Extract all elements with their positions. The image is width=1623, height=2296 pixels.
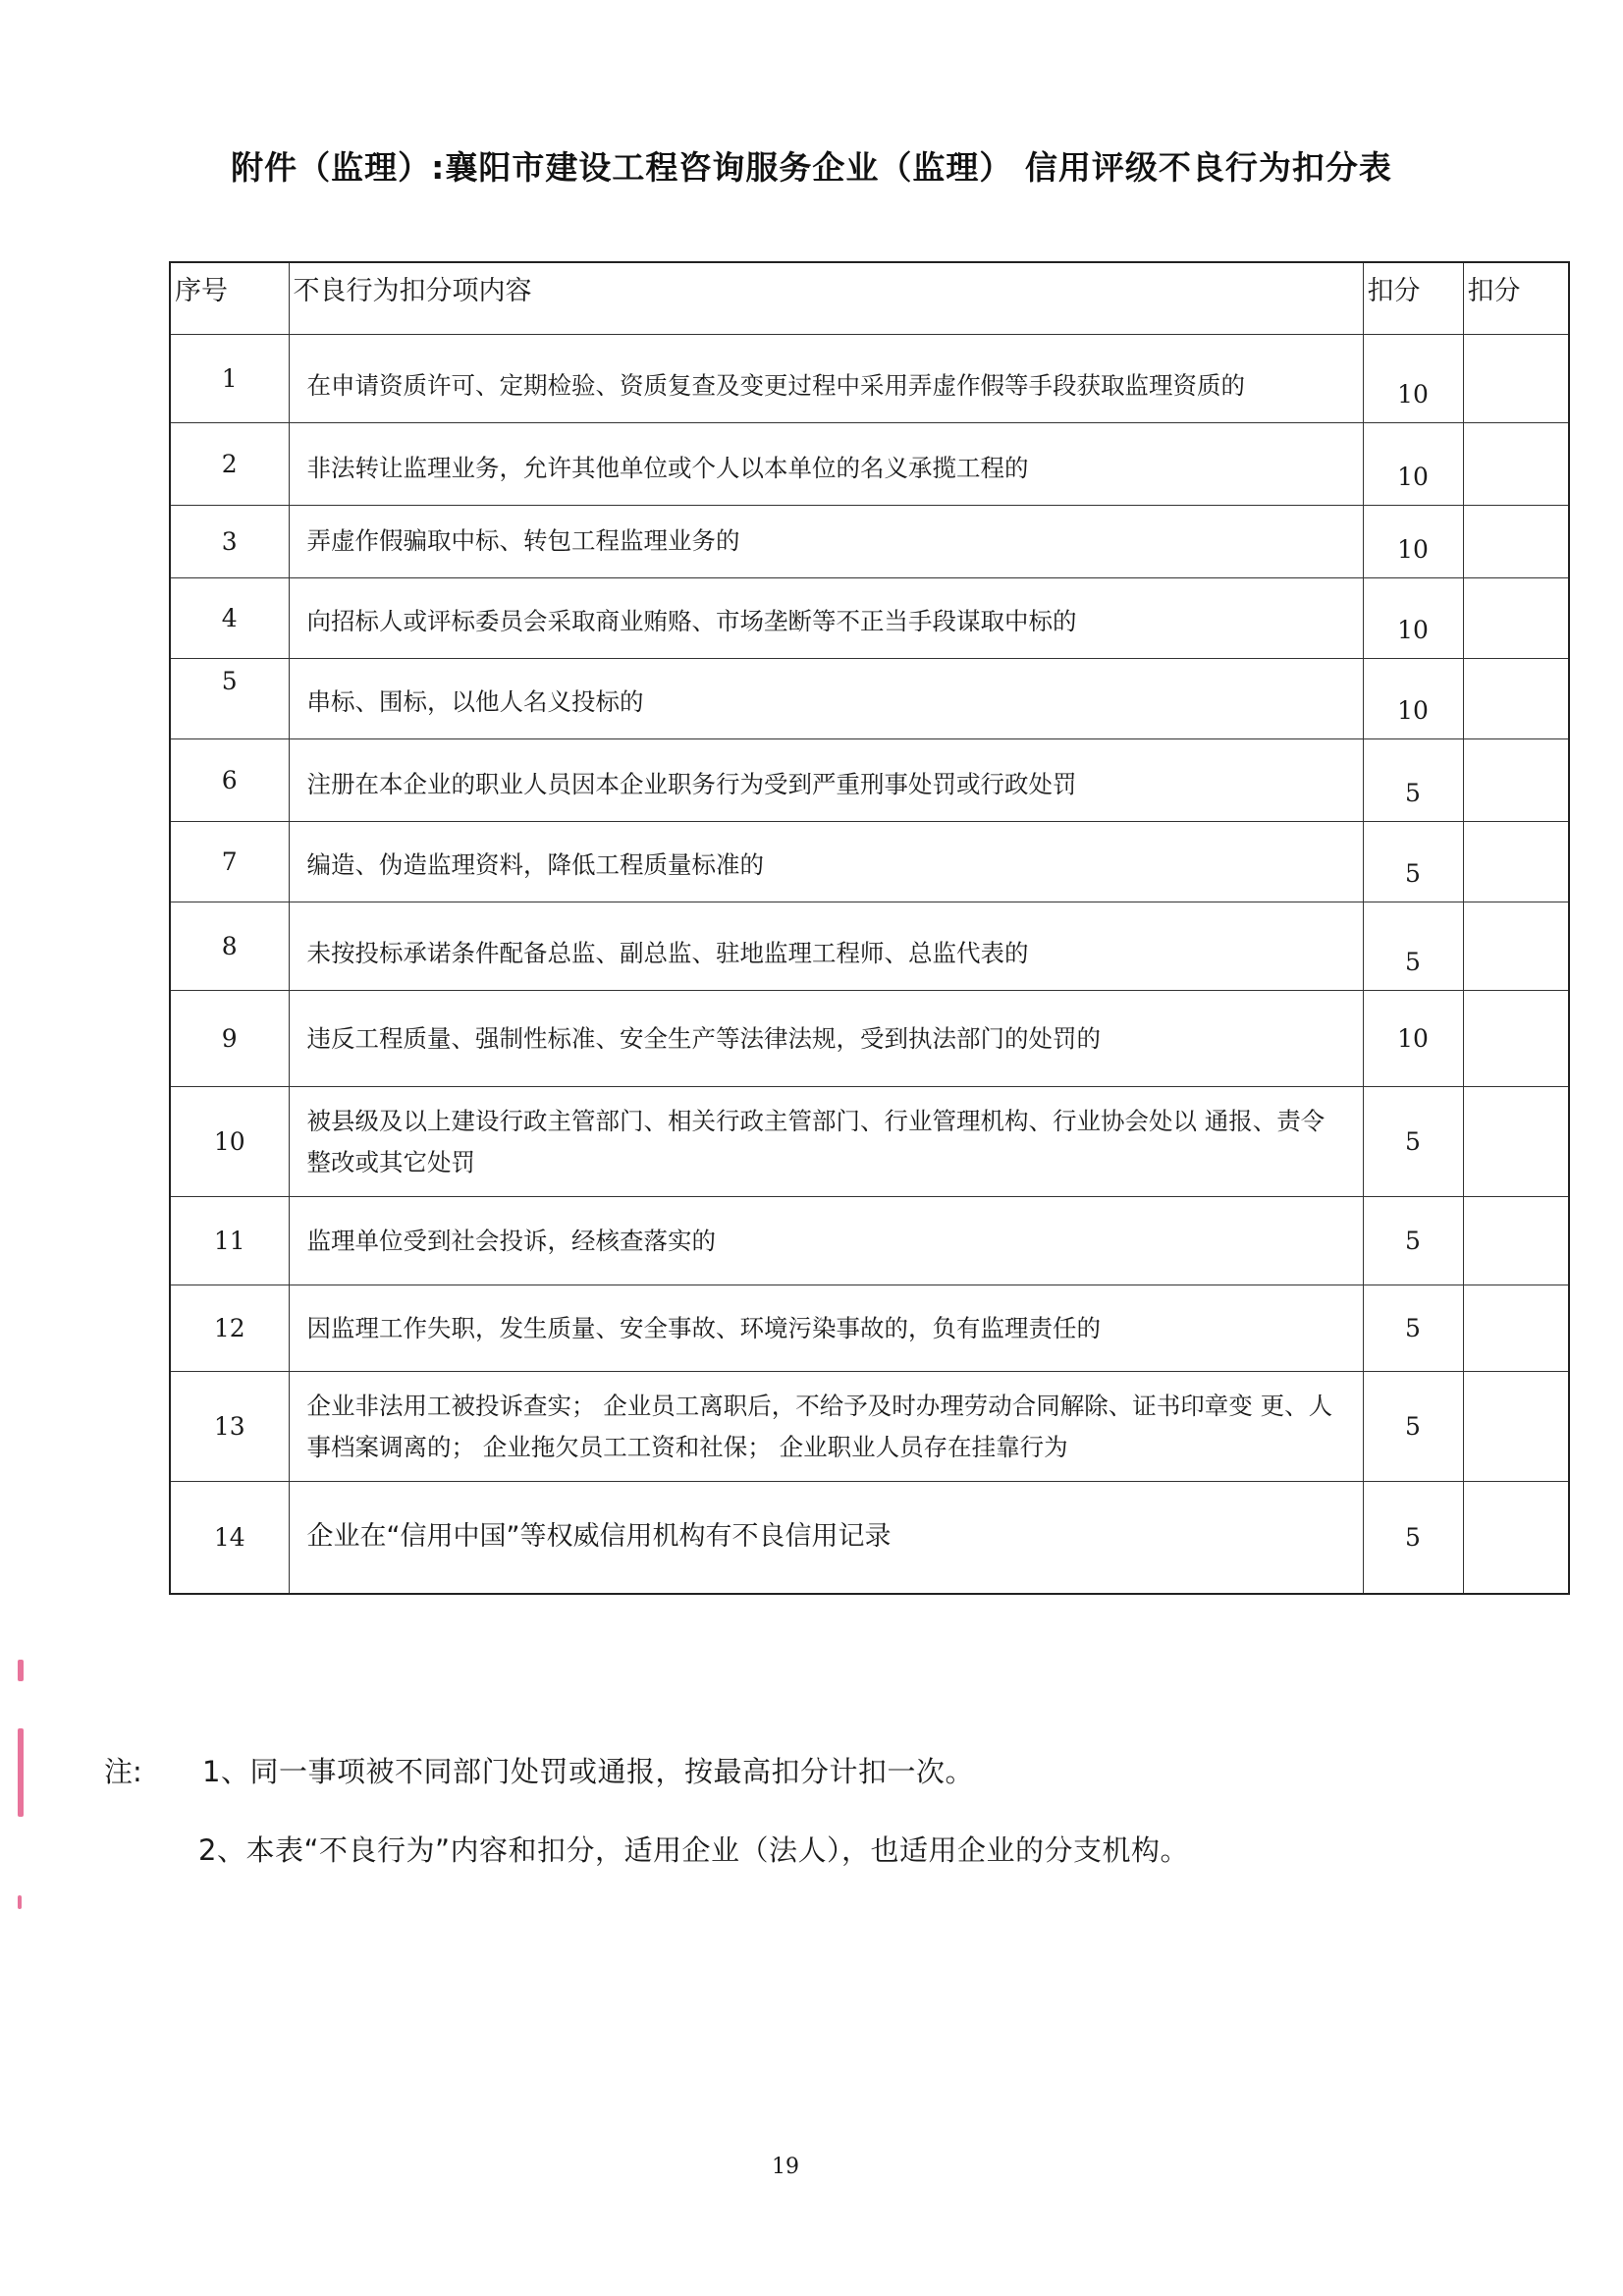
row-score: 5 <box>1363 739 1463 822</box>
row-score: 10 <box>1363 991 1463 1087</box>
row-content: 非法转让监理业务，允许其他单位或个人以本单位的名义承揽工程的 <box>289 423 1363 506</box>
row-score: 5 <box>1363 902 1463 991</box>
note-item-2: 2、本表“不良行为”内容和扣分，适用企业（法人），也适用企业的分支机构。 <box>198 1833 1190 1867</box>
row-no: 4 <box>170 578 289 659</box>
row-deduction-cell <box>1463 335 1569 423</box>
penalty-table <box>169 261 1570 1595</box>
scan-artifact <box>18 1660 24 1681</box>
page-number: 19 <box>772 2155 799 2179</box>
row-content: 在申请资质许可、定期检验、资质复查及变更过程中采用弄虚作假等手段获取监理资质的 <box>289 335 1363 423</box>
row-content: 未按投标承诺条件配备总监、副总监、驻地监理工程师、总监代表的 <box>289 902 1363 991</box>
header-no: 序号 <box>170 262 289 335</box>
row-deduction-cell <box>1463 902 1569 991</box>
row-score: 10 <box>1363 506 1463 578</box>
table-row <box>170 822 1569 902</box>
row-deduction-cell <box>1463 578 1569 659</box>
row-score: 10 <box>1363 335 1463 423</box>
table-row <box>170 1482 1569 1594</box>
table-row <box>170 991 1569 1087</box>
header-deduction: 扣分 <box>1463 262 1569 335</box>
row-score: 5 <box>1363 1482 1463 1594</box>
row-content: 注册在本企业的职业人员因本企业职务行为受到严重刑事处罚或行政处罚 <box>289 739 1363 822</box>
row-no: 5 <box>170 659 289 739</box>
table-row <box>170 506 1569 578</box>
row-score: 5 <box>1363 1285 1463 1372</box>
row-no: 7 <box>170 822 289 902</box>
row-no: 3 <box>170 506 289 578</box>
header-content: 不良行为扣分项内容 <box>289 262 1363 335</box>
table-row <box>170 1372 1569 1482</box>
table-row <box>170 739 1569 822</box>
notes-label: 注: <box>104 1755 142 1788</box>
row-deduction-cell <box>1463 822 1569 902</box>
row-no: 13 <box>170 1372 289 1482</box>
row-score: 5 <box>1363 1372 1463 1482</box>
page-title: 附件（监理）:襄阳市建设工程咨询服务企业（监理） 信用评级不良行为扣分表 <box>231 148 1392 187</box>
table-row <box>170 659 1569 739</box>
header-score: 扣分 <box>1363 262 1463 335</box>
row-no: 6 <box>170 739 289 822</box>
row-deduction-cell <box>1463 506 1569 578</box>
row-content: 编造、伪造监理资料，降低工程质量标准的 <box>289 822 1363 902</box>
table-row <box>170 335 1569 423</box>
row-no: 10 <box>170 1087 289 1197</box>
row-score: 10 <box>1363 659 1463 739</box>
row-score: 10 <box>1363 423 1463 506</box>
table-row <box>170 1087 1569 1197</box>
row-deduction-cell <box>1463 1087 1569 1197</box>
row-deduction-cell <box>1463 991 1569 1087</box>
table-row <box>170 1285 1569 1372</box>
row-deduction-cell <box>1463 1197 1569 1285</box>
row-deduction-cell <box>1463 659 1569 739</box>
row-deduction-cell <box>1463 1285 1569 1372</box>
row-content: 弄虚作假骗取中标、转包工程监理业务的 <box>289 506 1363 578</box>
row-content: 被县级及以上建设行政主管部门、相关行政主管部门、行业管理机构、行业协会处以 通报、责令整改或其它处罚 <box>289 1087 1363 1197</box>
row-score: 10 <box>1363 578 1463 659</box>
note-item-1: 1、同一事项被不同部门处罚或通报，按最高扣分计扣一次。 <box>202 1755 974 1788</box>
row-content: 因监理工作失职，发生质量、安全事故、环境污染事故的，负有监理责任的 <box>289 1285 1363 1372</box>
row-content: 企业在“信用中国”等权威信用机构有不良信用记录 <box>289 1482 1363 1594</box>
row-score: 5 <box>1363 1087 1463 1197</box>
row-deduction-cell <box>1463 1482 1569 1594</box>
row-content: 违反工程质量、强制性标准、安全生产等法律法规，受到执法部门的处罚的 <box>289 991 1363 1087</box>
table-header-row <box>170 262 1569 335</box>
row-no: 9 <box>170 991 289 1087</box>
row-no: 14 <box>170 1482 289 1594</box>
table-row <box>170 423 1569 506</box>
row-content: 串标、围标，以他人名义投标的 <box>289 659 1363 739</box>
row-score: 5 <box>1363 822 1463 902</box>
row-deduction-cell <box>1463 1372 1569 1482</box>
row-deduction-cell <box>1463 739 1569 822</box>
row-no: 2 <box>170 423 289 506</box>
row-no: 1 <box>170 335 289 423</box>
row-content: 监理单位受到社会投诉，经核查落实的 <box>289 1197 1363 1285</box>
row-content: 向招标人或评标委员会采取商业贿赂、市场垄断等不正当手段谋取中标的 <box>289 578 1363 659</box>
table-row <box>170 578 1569 659</box>
row-score: 5 <box>1363 1197 1463 1285</box>
table-row <box>170 902 1569 991</box>
row-no: 12 <box>170 1285 289 1372</box>
table-row <box>170 1197 1569 1285</box>
row-content: 企业非法用工被投诉查实； 企业员工离职后，不给予及时办理劳动合同解除、证书印章变 更、人事档案调离的； 企业拖欠员工工资和社保； 企业职业人员存在挂靠行为 <box>289 1372 1363 1482</box>
scan-artifact <box>18 1728 24 1817</box>
scan-artifact <box>18 1895 22 1909</box>
row-no: 8 <box>170 902 289 991</box>
row-deduction-cell <box>1463 423 1569 506</box>
row-no: 11 <box>170 1197 289 1285</box>
